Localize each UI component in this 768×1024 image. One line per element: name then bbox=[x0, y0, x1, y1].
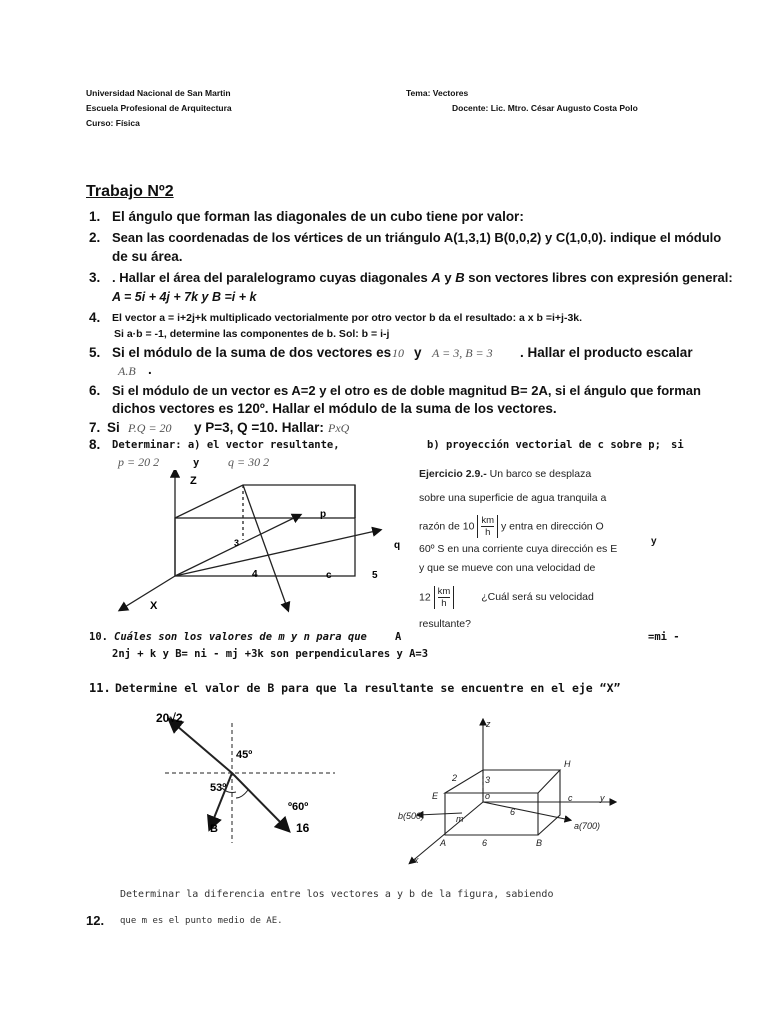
q12-text: Determinar la diferencia entre los vectores a y b de la figura, sabiendo bbox=[120, 889, 554, 900]
block-top bbox=[445, 770, 560, 793]
exercise-line-4: 60º S en una corriente cuya dirección es E bbox=[419, 543, 618, 555]
q3-formula: A = 5i + 4j + 7k y B =i + k bbox=[112, 290, 257, 304]
q5-number: 5. bbox=[89, 345, 101, 360]
q5-dot: . bbox=[148, 362, 152, 377]
q3-number: 3. bbox=[89, 270, 101, 285]
exercise-line-1: Ejercicio 2.9.- Un barco se desplaza bbox=[419, 468, 592, 480]
label-c: c bbox=[568, 793, 573, 803]
label-2: 2 bbox=[452, 773, 458, 783]
q10-text-cont: 2nj + k y B= ni - mj +3k son perpendiculares y A=3 bbox=[112, 648, 429, 660]
q6-text: Si el módulo de un vector es A=2 y el otro es de doble magnitud B= 2A, si el ángulo que forman bbox=[112, 383, 701, 398]
label-6b: 6 bbox=[482, 838, 488, 848]
q8-math-q: q = 30 2 bbox=[228, 455, 270, 469]
exercise-line-7: resultante? bbox=[419, 618, 471, 630]
q7-number: 7. bbox=[89, 420, 101, 435]
q2-text-cont: de su área. bbox=[112, 249, 183, 264]
label-a: A bbox=[440, 838, 447, 848]
forces-figure bbox=[150, 708, 340, 848]
page-title: Trabajo Nº2 bbox=[86, 183, 174, 200]
q7-math-dot: P.Q = 20 bbox=[128, 421, 172, 435]
q7-si: Si bbox=[107, 420, 120, 435]
q1-text: El ángulo que forman las diagonales de un cubo tiene por valor: bbox=[112, 209, 524, 224]
q6-text-cont: dichos vectores es 120º. Hallar el módulo de la suma de los vectores. bbox=[112, 401, 557, 416]
q5-math-ab: A = 3, B = 3 bbox=[432, 346, 493, 360]
label-16: 16 bbox=[296, 821, 310, 835]
exercise-line-6: 12 $\frac{km}{h}$ ¿Cuál será su velocidad bbox=[419, 586, 594, 609]
exercise-line-2: sobre una superficie de agua tranquila a bbox=[419, 492, 607, 504]
q1-number: 1. bbox=[89, 209, 101, 224]
label-b: B bbox=[210, 823, 218, 835]
q4-text-cont: Si a·b = -1, determine las componentes de b. Sol: b = i-j bbox=[114, 328, 390, 340]
angle-arc-60 bbox=[236, 790, 248, 798]
label-vb: b(500) bbox=[398, 811, 425, 821]
q8-math-p: p = 20 2 bbox=[118, 455, 160, 469]
q8-y: y bbox=[193, 457, 200, 469]
label-3: 3 bbox=[234, 538, 240, 548]
q4-number: 4. bbox=[89, 310, 101, 325]
box-top-edges bbox=[175, 485, 355, 518]
school-name: Escuela Profesional de Arquitectura bbox=[86, 103, 232, 113]
label-53: 53º bbox=[210, 782, 227, 794]
course-name: Curso: Física bbox=[86, 118, 140, 128]
label-x: X bbox=[150, 600, 158, 612]
label-y: y bbox=[651, 536, 657, 547]
q10-a: A bbox=[395, 631, 402, 643]
q2-number: 2. bbox=[89, 230, 101, 245]
label-e: E bbox=[432, 791, 439, 801]
topic: Tema: Vectores bbox=[406, 88, 469, 98]
label-4: 4 bbox=[252, 569, 258, 580]
q8-text-a: Determinar: a) el vector resultante, bbox=[112, 439, 340, 451]
box-vector-figure bbox=[100, 470, 420, 620]
q3-text: . Hallar el área del paralelogramo cuyas diagonales A y B son vectores libres con expresión general: bbox=[112, 270, 733, 285]
label-c: c bbox=[326, 570, 332, 581]
vector-c bbox=[243, 485, 288, 610]
label-5: 5 bbox=[372, 570, 378, 581]
q5-y: y bbox=[414, 345, 422, 360]
exercise-line-3: razón de 10 $\frac{km}{h}$ y entra en dirección O bbox=[419, 515, 604, 538]
label-6a: 6 bbox=[510, 807, 516, 817]
q11-number: 11. bbox=[89, 681, 111, 695]
label-va: a(700) bbox=[574, 821, 601, 831]
q8-text-b: b) proyección vectorial de c sobre p; bbox=[427, 439, 661, 451]
vector-a bbox=[483, 802, 570, 820]
q12-number: 12. bbox=[86, 913, 105, 928]
q10-mi: =mi - bbox=[648, 631, 680, 643]
q7-math-cross: PxQ bbox=[328, 421, 350, 435]
q5-text: Si el módulo de la suma de dos vectores es bbox=[112, 345, 392, 360]
q7-text: y P=3, Q =10. Hallar: bbox=[194, 420, 324, 435]
label-3: 3 bbox=[485, 775, 491, 785]
label-45: 45º bbox=[236, 749, 253, 761]
label-x: x bbox=[414, 855, 419, 865]
q2-text: Sean las coordenadas de los vértices de un triángulo A(1,3,1) B(0,0,2) y C(1,0,0). indique el módulo bbox=[112, 230, 722, 245]
q5-text-end: . Hallar el producto escalar bbox=[520, 345, 693, 360]
q11-text: Determine el valor de B para que la resultante se encuentre en el eje “X” bbox=[115, 681, 621, 695]
label-h: H bbox=[564, 759, 571, 769]
q5-math-dot: A.B bbox=[118, 364, 136, 378]
q12-text-cont: que m es el punto medio de AE. bbox=[120, 916, 283, 926]
label-y: y bbox=[600, 793, 605, 803]
label-o: o bbox=[485, 791, 491, 801]
label-60: º60º bbox=[288, 801, 309, 813]
force-20root2 bbox=[170, 720, 232, 773]
exercise-line-5: y que se mueve con una velocidad de bbox=[419, 562, 596, 574]
label-p: p bbox=[320, 509, 327, 520]
label-z: Z bbox=[190, 475, 197, 487]
q10-text: Cuáles son los valores de m y n para que bbox=[114, 631, 367, 643]
q8-number: 8. bbox=[89, 437, 101, 452]
label-20root2: 20√2 bbox=[156, 711, 183, 725]
vector-q bbox=[175, 530, 380, 576]
teacher: Docente: Lic. Mtro. César Augusto Costa Polo bbox=[452, 103, 638, 113]
label-q: q bbox=[394, 540, 401, 551]
block-vector-figure bbox=[390, 715, 630, 865]
q5-math-sum: 10 bbox=[392, 346, 404, 360]
label-z: z bbox=[486, 719, 491, 729]
q6-number: 6. bbox=[89, 383, 101, 398]
x-axis bbox=[120, 576, 175, 610]
label-b: B bbox=[536, 838, 543, 848]
force-16 bbox=[232, 773, 288, 830]
q4-text: El vector a = i+2j+k multiplicado vectorialmente por otro vector b da el resultado: a x b =i+j-3k. bbox=[112, 312, 583, 324]
q10-number: 10. bbox=[89, 631, 108, 643]
label-m: m bbox=[456, 814, 464, 824]
university-name: Universidad Nacional de San Martin bbox=[86, 88, 231, 98]
q8-si: si bbox=[671, 439, 684, 451]
